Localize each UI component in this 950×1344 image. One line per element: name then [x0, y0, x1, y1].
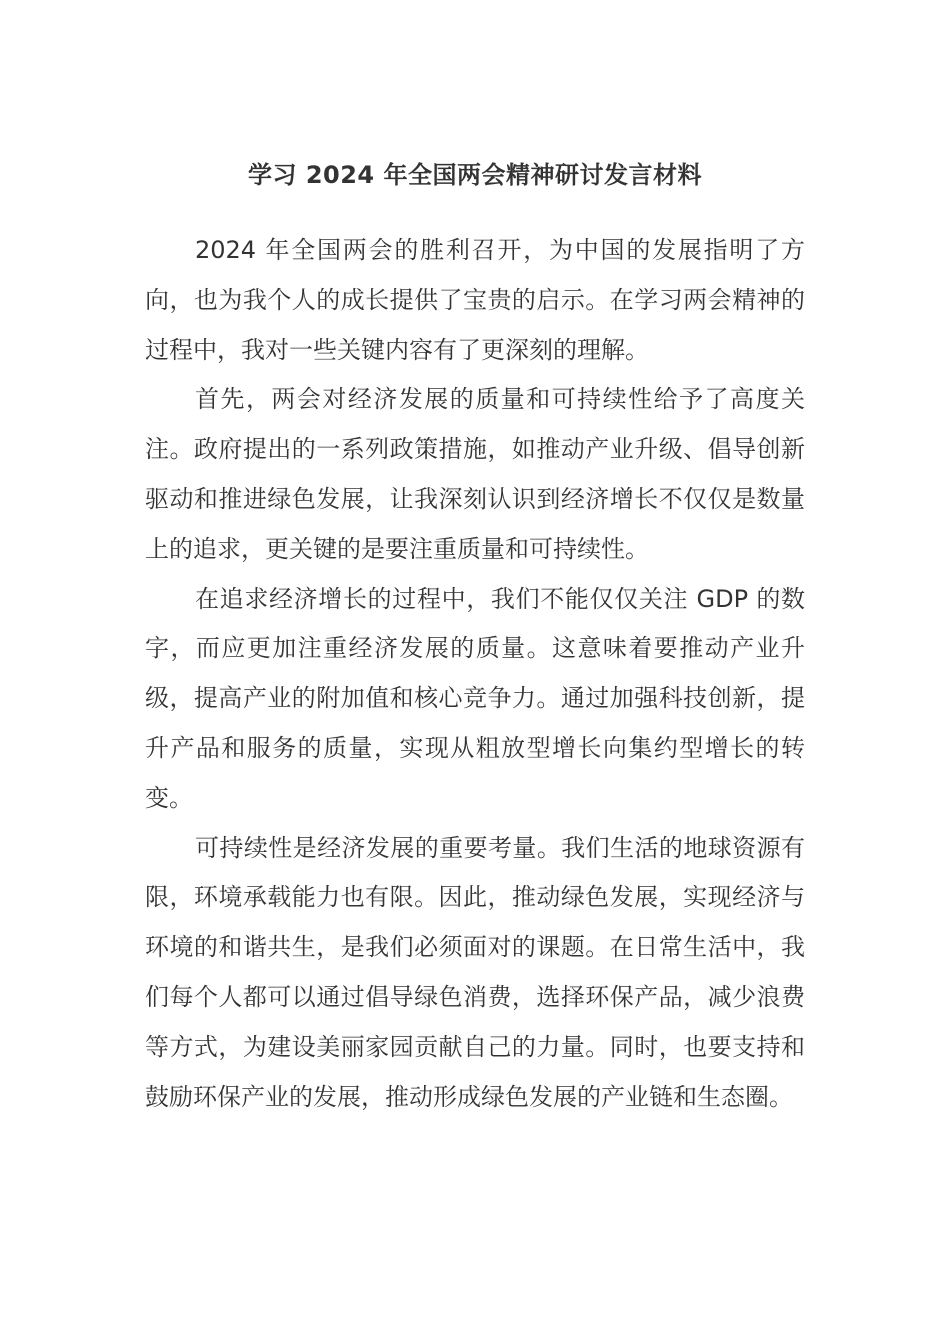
paragraph-1: 2024 年全国两会的胜利召开，为中国的发展指明了方向，也为我个人的成长提供了宝贵的启示。在学习两会精神的过程中，我对一些关键内容有了更深刻的理解。 [145, 236, 805, 364]
document-body [145, 226, 805, 1122]
paragraph-2: 首先，两会对经济发展的质量和可持续性给予了高度关注。政府提出的一系列政策措施，如推动产业升级、倡导创新驱动和推进绿色发展，让我深刻认识到经济增长不仅仅是数量上的追求，更关键的是要注重质量和可持续性。 [145, 385, 805, 563]
paragraph-4: 可持续性是经济发展的重要考量。我们生活的地球资源有限，环境承载能力也有限。因此，推动绿色发展，实现经济与环境的和谐共生，是我们必须面对的课题。在日常生活中，我们每个人都可以通过倡导绿色消费，选择环保产品，减少浪费等方式，为建设美丽家园贡献自己的力量。同时，也要支持和鼓励环保产业的发展，推动形成绿色发展的产业链和生态圈。 [145, 833, 805, 1111]
document-title: 学习 2024 年全国两会精神研讨发言材料 [247, 161, 702, 189]
paragraph-3: 在追求经济增长的过程中，我们不能仅仅关注 GDP 的数字，而应更加注重经济发展的质量。这意味着要推动产业升级，提高产业的附加值和核心竞争力。通过加强科技创新，提升产品和服务的质量，实现从粗放型增长向集约型增长的转变。 [145, 584, 805, 812]
